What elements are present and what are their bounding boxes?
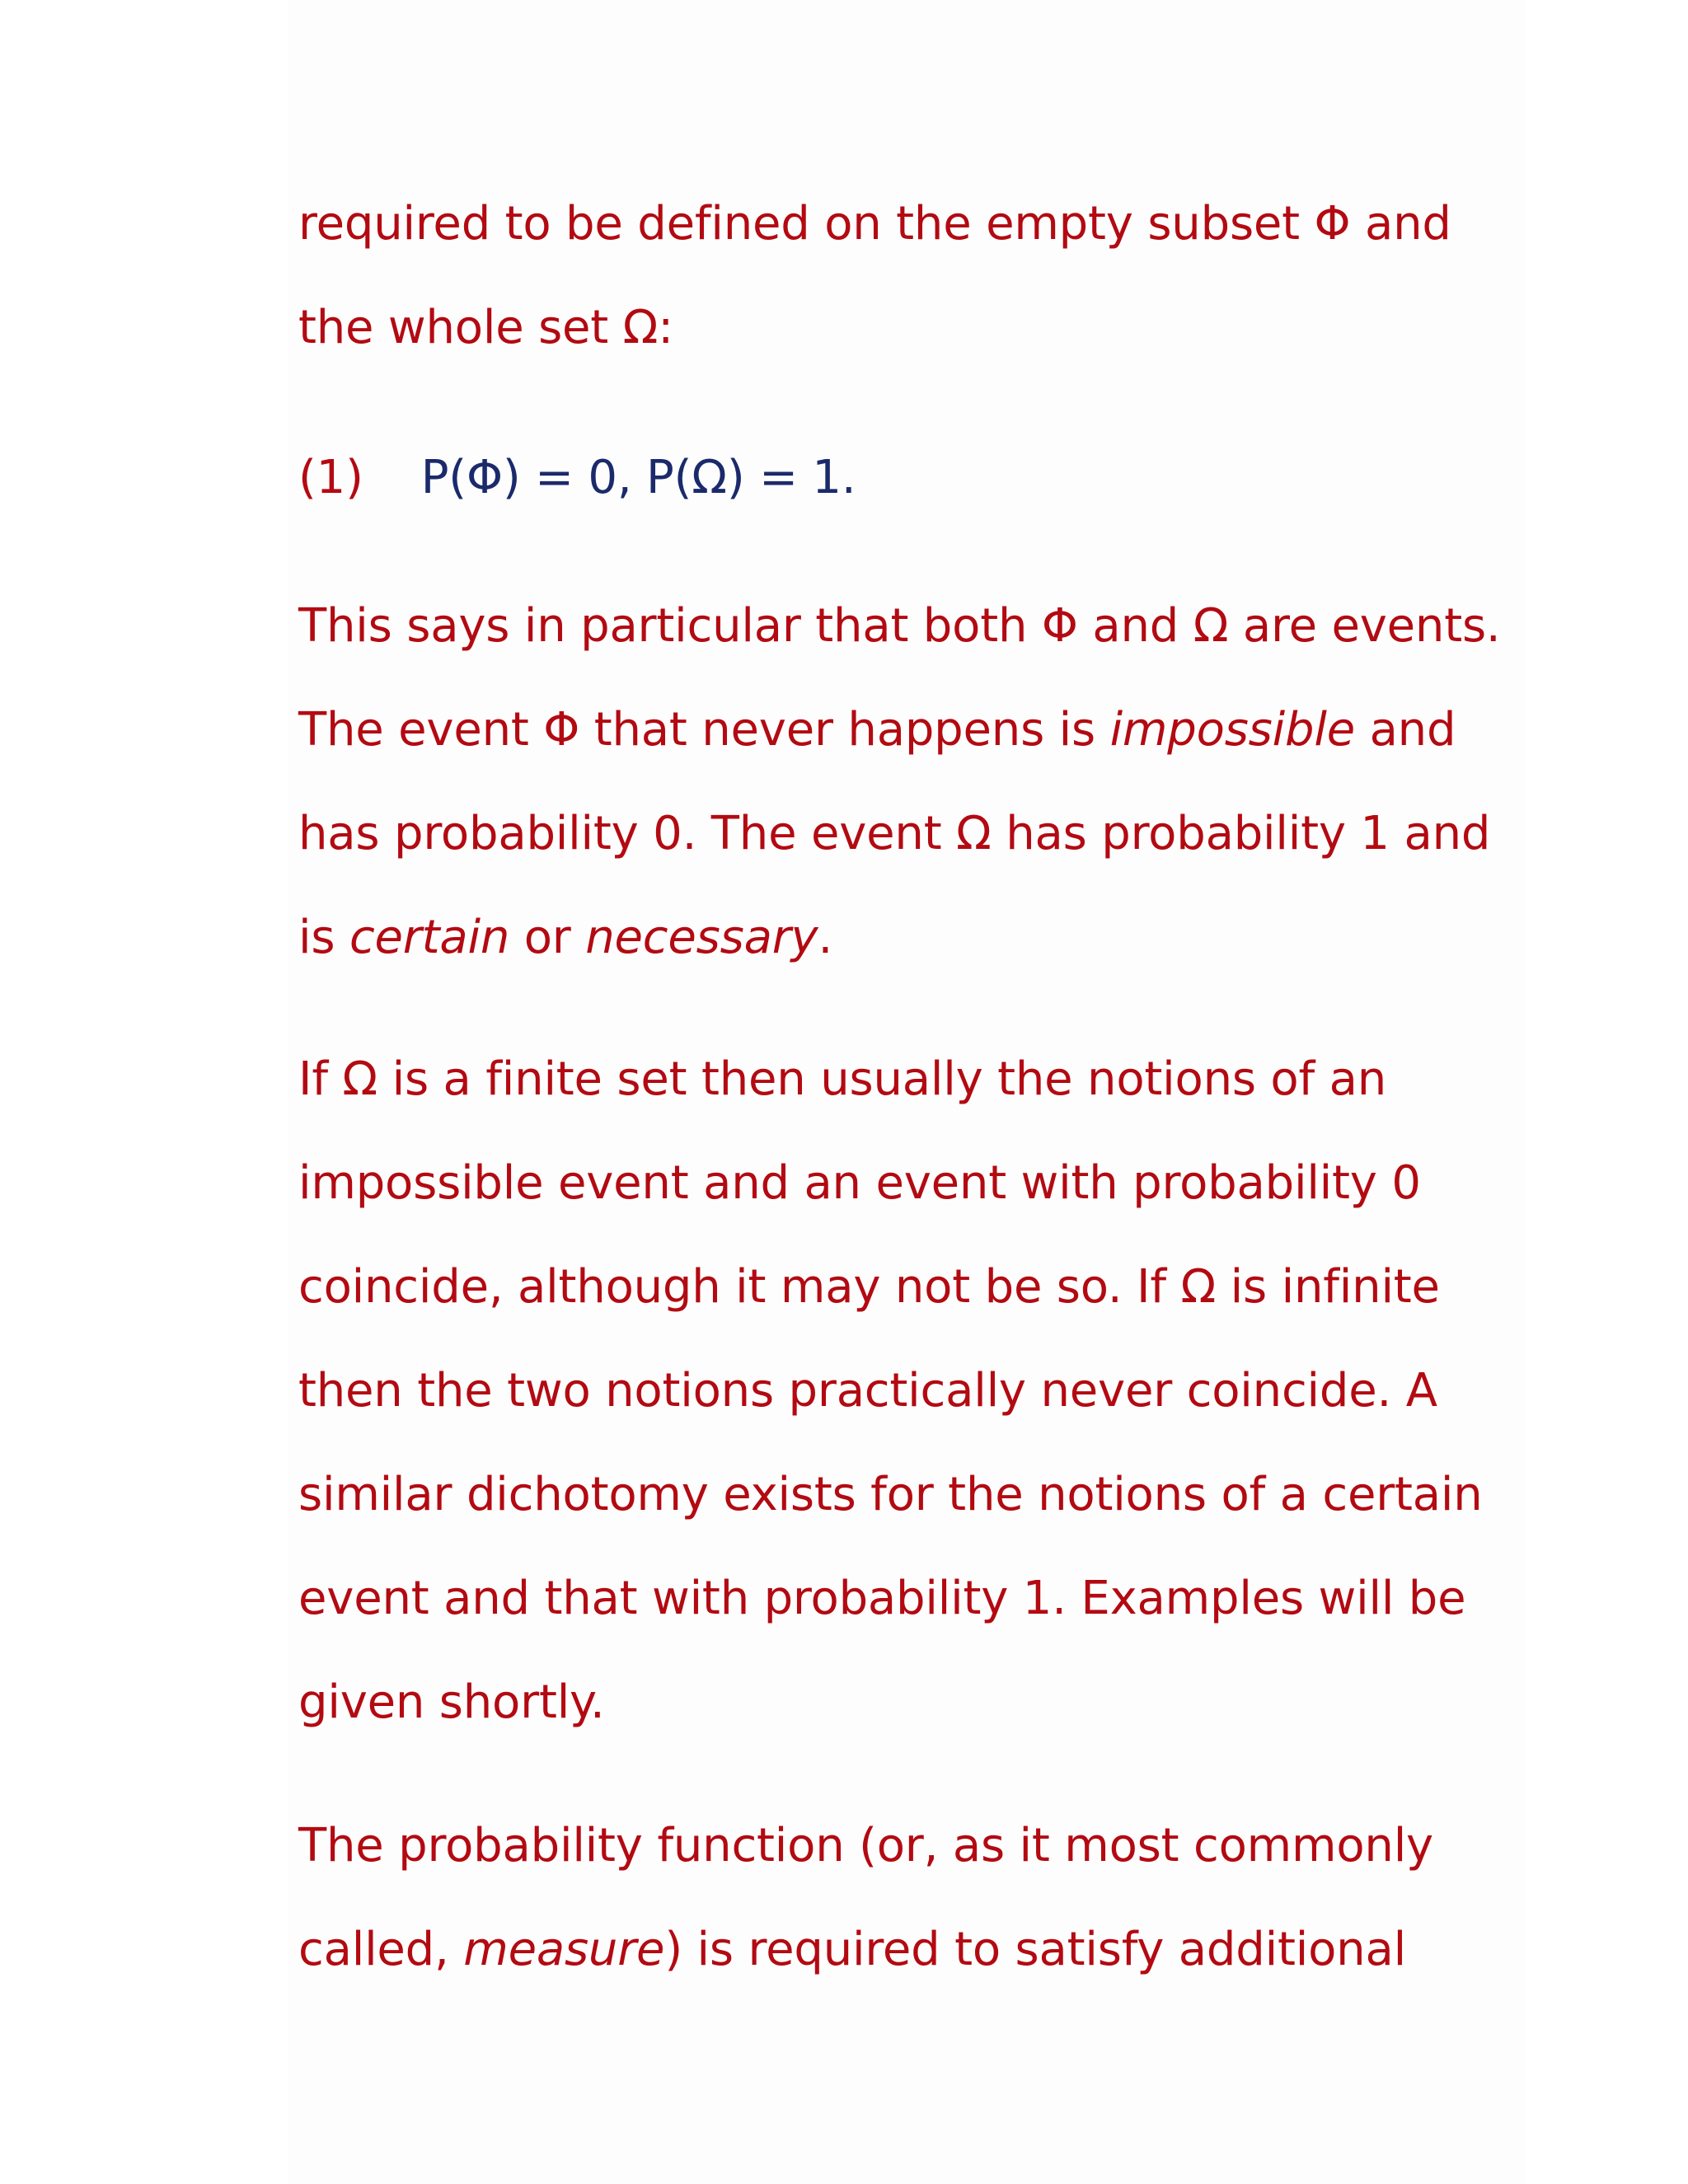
para1-line2: the whole set Ω: — [298, 301, 673, 354]
para3-line6: event and that with probability 1. Examples will be — [298, 1572, 1466, 1625]
para2-line4 — [298, 908, 832, 968]
equation-formula: P(Φ) = 0, P(Ω) = 1. — [420, 451, 856, 504]
para2-line4-text-b: or — [509, 911, 586, 964]
para1-line1: required to be defined on the empty subset Φ and — [298, 197, 1451, 251]
para3-line1: If Ω is a finite set then usually the notions of an — [298, 1052, 1387, 1106]
para2-emphasis-impossible: impossible — [1109, 703, 1355, 757]
para2-line2-text-a: The event Φ that never happens is — [298, 703, 1110, 757]
para4-line2 — [298, 1920, 1406, 1980]
para3-line7: given shortly. — [298, 1675, 605, 1729]
equation-number: (1) — [298, 451, 363, 504]
para4-line2-text-b: ) is required to satisfy additional — [664, 1923, 1406, 1976]
para2-line4-text-c: . — [818, 911, 833, 964]
para2-line1: This says in particular that both Φ and Ω are events. — [298, 599, 1501, 653]
para2-line3: has probability 0. The event Ω has probability 1 and — [298, 807, 1491, 860]
para4-line1: The probability function (or, as it most commonly — [298, 1819, 1433, 1872]
para2-emphasis-certain: certain — [349, 911, 510, 964]
para3-line5: similar dichotomy exists for the notions of a certain — [298, 1468, 1483, 1521]
para3-line4: then the two notions practically never coincide. A — [298, 1364, 1437, 1418]
para4-line2-text-a: called, — [298, 1923, 464, 1976]
para2-line4-text-a: is — [298, 911, 349, 964]
para2-emphasis-necessary: necessary — [585, 911, 818, 964]
para2-line2 — [298, 701, 1456, 760]
para3-line3: coincide, although it may not be so. If Ω is infinite — [298, 1260, 1440, 1314]
para3-line2: impossible event and an event with probability 0 — [298, 1156, 1421, 1210]
equation-line — [298, 448, 856, 508]
para4-emphasis-measure: measure — [463, 1923, 665, 1976]
para2-line2-text-b: and — [1354, 703, 1456, 757]
